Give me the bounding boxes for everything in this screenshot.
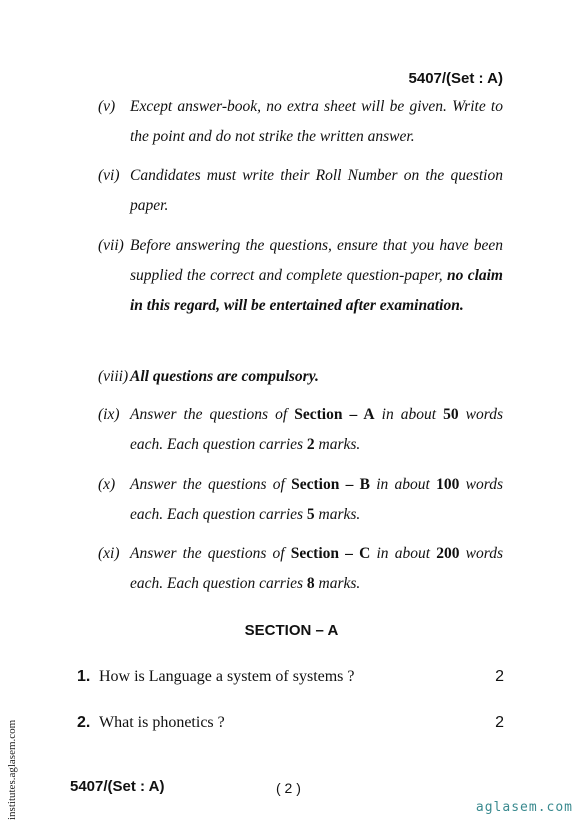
instruction-number: (viii) [98, 368, 129, 385]
instruction-vii [98, 231, 503, 321]
question-text: How is Language a system of systems ? [99, 668, 355, 685]
brand-watermark: aglasem.com [475, 800, 573, 815]
instruction-number: (ix) [98, 406, 120, 423]
instruction-viii [98, 362, 503, 392]
instruction-v [98, 92, 503, 152]
instruction-text: Answer the questions of Section – C in about 200 words each. Each question carries 8 marks. [130, 545, 503, 592]
instruction-ix [98, 400, 503, 460]
instruction-number: (xi) [98, 545, 120, 562]
instruction-x [98, 470, 503, 530]
paper-code-header: 5407/(Set : A) [408, 70, 503, 87]
instruction-text: All questions are compulsory. [130, 368, 319, 385]
page-number: ( 2 ) [276, 780, 301, 796]
instruction-number: (v) [98, 98, 116, 115]
side-watermark: institutes.aglasem.com [6, 719, 18, 820]
question-marks: 2 [495, 714, 504, 731]
instruction-text: Candidates must write their Roll Number on the question paper. [130, 167, 503, 214]
instruction-text: Answer the questions of Section – A in about 50 words each. Each question carries 2 marks. [130, 406, 503, 453]
question-text: What is phonetics ? [99, 714, 225, 731]
question-2 [77, 714, 504, 732]
instruction-text: Except answer-book, no extra sheet will be given. Write to the point and do not strike the written answer. [130, 98, 503, 145]
paper-code-footer: 5407/(Set : A) [70, 778, 165, 795]
instruction-xi [98, 539, 503, 599]
instruction-vi [98, 161, 503, 221]
instruction-number: (x) [98, 476, 116, 493]
instruction-text: Before answering the questions, ensure that you have been supplied the correct and complete question-paper, no claim in this regard, will be entertained after examination. [130, 237, 503, 314]
question-number: 1. [77, 668, 91, 685]
question-1 [77, 668, 504, 686]
instruction-text: Answer the questions of Section – B in about 100 words each. Each question carries 5 marks. [130, 476, 503, 523]
section-title: SECTION – A [244, 622, 339, 639]
question-number: 2. [77, 714, 91, 731]
instruction-number: (vi) [98, 167, 120, 184]
question-marks: 2 [495, 668, 504, 685]
instruction-number: (vii) [98, 237, 124, 254]
